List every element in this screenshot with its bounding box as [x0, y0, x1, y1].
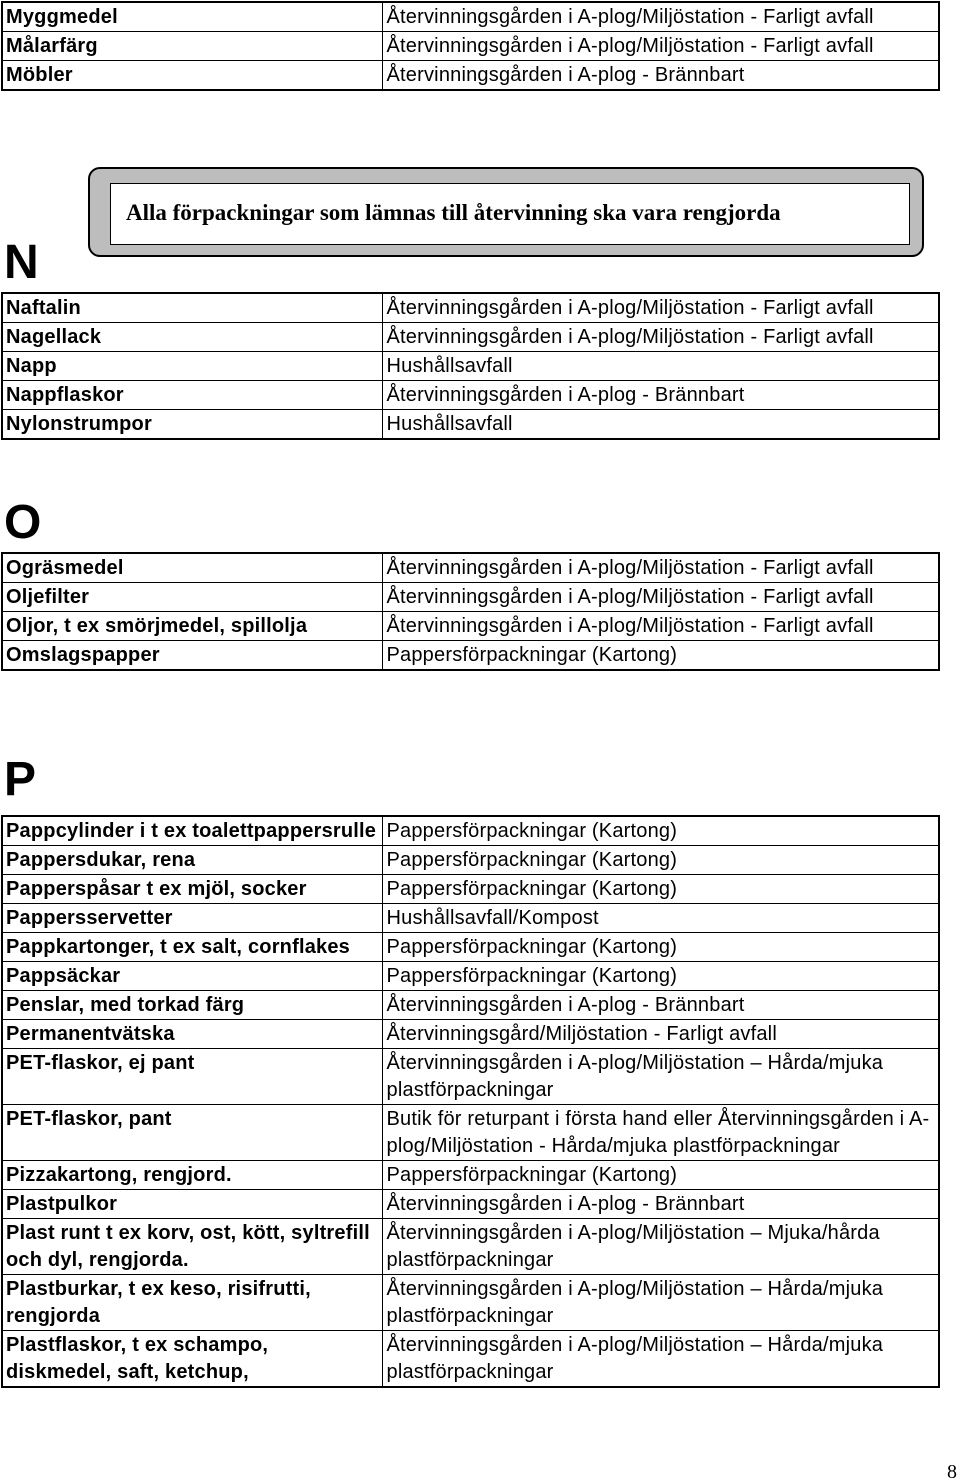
- disposal-destination-cell: Hushållsavfall: [382, 352, 939, 381]
- disposal-destination-cell: Pappersförpackningar (Kartong): [382, 1161, 939, 1190]
- table-row: [2, 1020, 939, 1049]
- section-letter-n: N: [4, 236, 39, 289]
- disposal-destination-cell: Pappersförpackningar (Kartong): [382, 816, 939, 846]
- item-name-cell: Permanentvätska: [2, 1020, 382, 1049]
- disposal-destination-cell: Pappersförpackningar (Kartong): [382, 641, 939, 671]
- disposal-destination-cell: Pappersförpackningar (Kartong): [382, 846, 939, 875]
- table-row: [2, 612, 939, 641]
- table-m: [1, 1, 940, 91]
- table-row: [2, 2, 939, 32]
- table-row: [2, 641, 939, 671]
- item-name-cell: Omslagspapper: [2, 641, 382, 671]
- table-row: [2, 1049, 939, 1105]
- table-row: [2, 352, 939, 381]
- page-number: 8: [947, 1461, 957, 1483]
- table-row: [2, 1161, 939, 1190]
- disposal-destination-cell: Hushållsavfall/Kompost: [382, 904, 939, 933]
- disposal-destination-cell: Återvinningsgården i A-plog/Miljöstation – Mjuka/hårda plastförpackningar: [382, 1219, 939, 1275]
- disposal-destination-cell: Återvinningsgården i A-plog - Brännbart: [382, 381, 939, 410]
- disposal-destination-cell: Återvinningsgården i A-plog - Brännbart: [382, 61, 939, 91]
- disposal-destination-cell: Återvinningsgården i A-plog/Miljöstation – Hårda/mjuka plastförpackningar: [382, 1049, 939, 1105]
- table-row: [2, 410, 939, 440]
- disposal-destination-cell: Pappersförpackningar (Kartong): [382, 933, 939, 962]
- disposal-destination-cell: Återvinningsgården i A-plog/Miljöstation - Farligt avfall: [382, 2, 939, 32]
- table-row: [2, 1275, 939, 1331]
- table-row: [2, 1190, 939, 1219]
- table-row: [2, 875, 939, 904]
- item-name-cell: PET-flaskor, pant: [2, 1105, 382, 1161]
- item-name-cell: Möbler: [2, 61, 382, 91]
- table-row: [2, 553, 939, 583]
- disposal-destination-cell: Återvinningsgården i A-plog/Miljöstation - Farligt avfall: [382, 323, 939, 352]
- notice-banner: [88, 167, 924, 257]
- item-name-cell: Oljefilter: [2, 583, 382, 612]
- disposal-destination-cell: Återvinningsgården i A-plog/Miljöstation - Farligt avfall: [382, 612, 939, 641]
- table-body: [2, 2, 939, 90]
- item-name-cell: Plast runt t ex korv, ost, kött, syltrefill och dyl, rengjorda.: [2, 1219, 382, 1275]
- item-name-cell: Ogräsmedel: [2, 553, 382, 583]
- table-row: [2, 293, 939, 323]
- table-row: [2, 1105, 939, 1161]
- disposal-destination-cell: Återvinningsgården i A-plog/Miljöstation – Hårda/mjuka plastförpackningar: [382, 1331, 939, 1388]
- table-row: [2, 583, 939, 612]
- item-name-cell: Naftalin: [2, 293, 382, 323]
- item-name-cell: Myggmedel: [2, 2, 382, 32]
- table-body: [2, 816, 939, 1387]
- item-name-cell: Nagellack: [2, 323, 382, 352]
- section-letter-p: P: [4, 753, 37, 806]
- table-row: [2, 991, 939, 1020]
- disposal-destination-cell: Återvinningsgården i A-plog - Brännbart: [382, 991, 939, 1020]
- disposal-destination-cell: Butik för returpant i första hand eller Återvinningsgården i A-plog/Miljöstation - Hårda/mjuka plastförpackningar: [382, 1105, 939, 1161]
- item-name-cell: Papperspåsar t ex mjöl, socker: [2, 875, 382, 904]
- table-row: [2, 933, 939, 962]
- table-row: [2, 381, 939, 410]
- item-name-cell: Plastburkar, t ex keso, risifrutti, rengjorda: [2, 1275, 382, 1331]
- table-row: [2, 816, 939, 846]
- table-row: [2, 904, 939, 933]
- item-name-cell: Oljor, t ex smörjmedel, spillolja: [2, 612, 382, 641]
- table-p: [1, 815, 940, 1388]
- table-row: [2, 1331, 939, 1388]
- table-body: [2, 553, 939, 670]
- item-name-cell: Napp: [2, 352, 382, 381]
- disposal-destination-cell: Återvinningsgården i A-plog/Miljöstation – Hårda/mjuka plastförpackningar: [382, 1275, 939, 1331]
- item-name-cell: Nylonstrumpor: [2, 410, 382, 440]
- disposal-destination-cell: Återvinningsgården i A-plog/Miljöstation - Farligt avfall: [382, 32, 939, 61]
- notice-banner-text: Alla förpackningar som lämnas till återvinning ska vara rengjorda: [110, 183, 910, 245]
- disposal-destination-cell: Återvinningsgården i A-plog/Miljöstation - Farligt avfall: [382, 583, 939, 612]
- table-body: [2, 293, 939, 439]
- disposal-destination-cell: Pappersförpackningar (Kartong): [382, 875, 939, 904]
- item-name-cell: Pappsäckar: [2, 962, 382, 991]
- item-name-cell: Målarfärg: [2, 32, 382, 61]
- disposal-destination-cell: Återvinningsgården i A-plog/Miljöstation - Farligt avfall: [382, 293, 939, 323]
- item-name-cell: Nappflaskor: [2, 381, 382, 410]
- disposal-destination-cell: Återvinningsgård/Miljöstation - Farligt avfall: [382, 1020, 939, 1049]
- item-name-cell: Pappkartonger, t ex salt, cornflakes: [2, 933, 382, 962]
- table-n: [1, 292, 940, 440]
- item-name-cell: Penslar, med torkad färg: [2, 991, 382, 1020]
- table-o: [1, 552, 940, 671]
- table-row: [2, 1219, 939, 1275]
- disposal-destination-cell: Återvinningsgården i A-plog/Miljöstation - Farligt avfall: [382, 553, 939, 583]
- item-name-cell: Pappersdukar, rena: [2, 846, 382, 875]
- disposal-destination-cell: Hushållsavfall: [382, 410, 939, 440]
- item-name-cell: Pizzakartong, rengjord.: [2, 1161, 382, 1190]
- item-name-cell: Pappersservetter: [2, 904, 382, 933]
- disposal-destination-cell: Pappersförpackningar (Kartong): [382, 962, 939, 991]
- section-letter-o: O: [4, 496, 42, 549]
- table-row: [2, 61, 939, 91]
- table-row: [2, 846, 939, 875]
- table-row: [2, 323, 939, 352]
- disposal-destination-cell: Återvinningsgården i A-plog - Brännbart: [382, 1190, 939, 1219]
- table-row: [2, 962, 939, 991]
- table-row: [2, 32, 939, 61]
- item-name-cell: Plastpulkor: [2, 1190, 382, 1219]
- item-name-cell: Plastflaskor, t ex schampo, diskmedel, saft, ketchup,: [2, 1331, 382, 1388]
- item-name-cell: PET-flaskor, ej pant: [2, 1049, 382, 1105]
- item-name-cell: Pappcylinder i t ex toalettpappersrulle: [2, 816, 382, 846]
